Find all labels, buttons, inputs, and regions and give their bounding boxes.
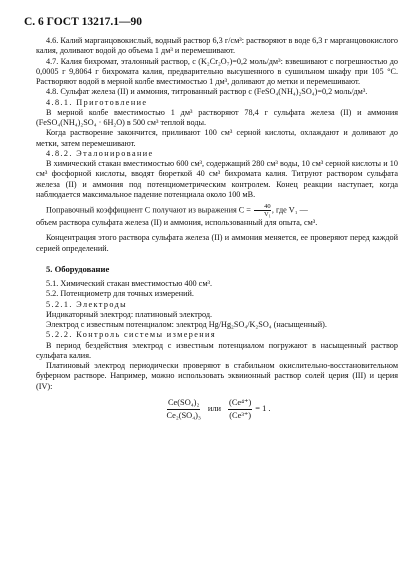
paragraph-5-1: 5.1. Химический стакан вместимостью 400 см³. — [46, 279, 212, 288]
paragraph-4-7: 4.7. Калия бихромат, эталонный раствор, c (K₂Cr₂O₇)=0,2 моль/дм³: взвешивают с погрешностью до 0,0005 г 9,8064 г бихромата калия, предварительно высушенного в сушильном шкафу при 105 °С. Растворяют водой в мерной колбе вместимостью 1 дм³, доливают до метки и перемешивают. — [36, 56, 398, 86]
cerium-formula — [36, 398, 398, 422]
formula-denominator-1: Ce₂(SO₄)₃ — [166, 411, 201, 420]
paragraph-5-2-1-b: Электрод с известным потенциалом: электрод Hg/Hg₂SO₄/K₂SO₄ (насыщенный). — [46, 320, 327, 329]
paragraph-4-8: 4.8. Сульфат железа (II) и аммония, титрованный раствор c (FeSO₄(NH₄)₂SO₄)=0,2 моль/дм³. — [46, 87, 368, 97]
page-header: С. 6 ГОСТ 13217.1—90 — [24, 16, 143, 28]
coefficient-text: Поправочный коэффициент C получают из выражения C = — [46, 205, 251, 215]
subheading-5-2-1: 5.2.1. Электроды — [46, 299, 128, 309]
subheading-4-8-2: 4.8.2. Эталонирование — [46, 148, 154, 158]
formula-numerator-2: (Ce⁴⁺) — [228, 398, 252, 410]
subheading-5-2-2: 5.2.2. Контроль системы измерения — [46, 330, 216, 340]
coefficient-numerator: 40 — [254, 203, 271, 211]
paragraph-5-2-1: Индикаторный электрод: платиновый электрод. — [46, 309, 213, 319]
paragraph-5-2: 5.2. Потенциометр для точных измерений. — [46, 289, 194, 299]
coefficient-denominator: V₁ — [263, 211, 271, 218]
paragraph-coefficient-volume: объем раствора сульфата железа (II) и аммония, использованный для опыта, см³. — [36, 218, 318, 227]
coefficient-fraction — [254, 203, 271, 218]
formula-fraction-1 — [167, 398, 201, 422]
subheading-4-8-1: 4.8.1. Приготовление — [46, 97, 148, 107]
paragraph-4-8-2: В химический стакан вместимостью 600 см³, содержащий 280 см³ воды, 10 см³ серной кислоты и 10 см³ фосфорной кислоты, вводят бюреткой 40 см³ бихромата калия. Титруют раствором сульфата железа (II) и аммония под потенциометрическим контролем. Конец реакции наступает, когда наблюдается максимальное падение потенциала около 100 мВ. — [36, 159, 398, 199]
section-5-heading: 5. Оборудование — [46, 263, 110, 274]
formula-or: или — [207, 404, 222, 414]
paragraph-4-6: 4.6. Калий марганцовокислый, водный раствор 6,3 г/см³: растворяют в воде 6,3 г марганцовокислого калия, доливают водой до объема 1 дм³ и перемешивают. — [36, 36, 398, 56]
coefficient-line — [36, 203, 398, 218]
paragraph-4-8-1: В мерной колбе вместимостью 1 дм³ растворяют 78,4 г сульфата железа (II) и аммония (FeSO₄(NH₄)₂SO₄ · 6H₂O) в 500 см³ теплой воды. — [36, 107, 398, 127]
coefficient-suffix: , где V₁ — — [271, 205, 308, 215]
paragraph-concentration: Концентрация этого раствора сульфата железа (II) и аммония меняется, ее проверяют перед каждой серией определений. — [36, 233, 398, 253]
formula-numerator-1: Ce(SO₄)₂ — [167, 398, 200, 410]
document-body — [36, 36, 398, 421]
formula-equals: = 1 . — [255, 404, 271, 414]
paragraph-5-2-2: В период бездействия электрод с известным потенциалом погружают в насыщенный раствор сульфата калия. — [36, 340, 398, 360]
formula-denominator-2: (Ce³⁺) — [229, 411, 252, 420]
paragraph-4-8-1-b: Когда растворение закончится, приливают 100 см³ серной кислоты, охлаждают и доливают до метки, затем перемешивают. — [36, 128, 398, 148]
formula-fraction-2 — [228, 398, 252, 422]
paragraph-5-2-2-b: Платиновый электрод периодически проверяют в стабильном окислительно-восстановительном буферном растворе. Например, можно использовать эквиионный раствор солей церия (III) и церия (IV): — [36, 361, 398, 391]
